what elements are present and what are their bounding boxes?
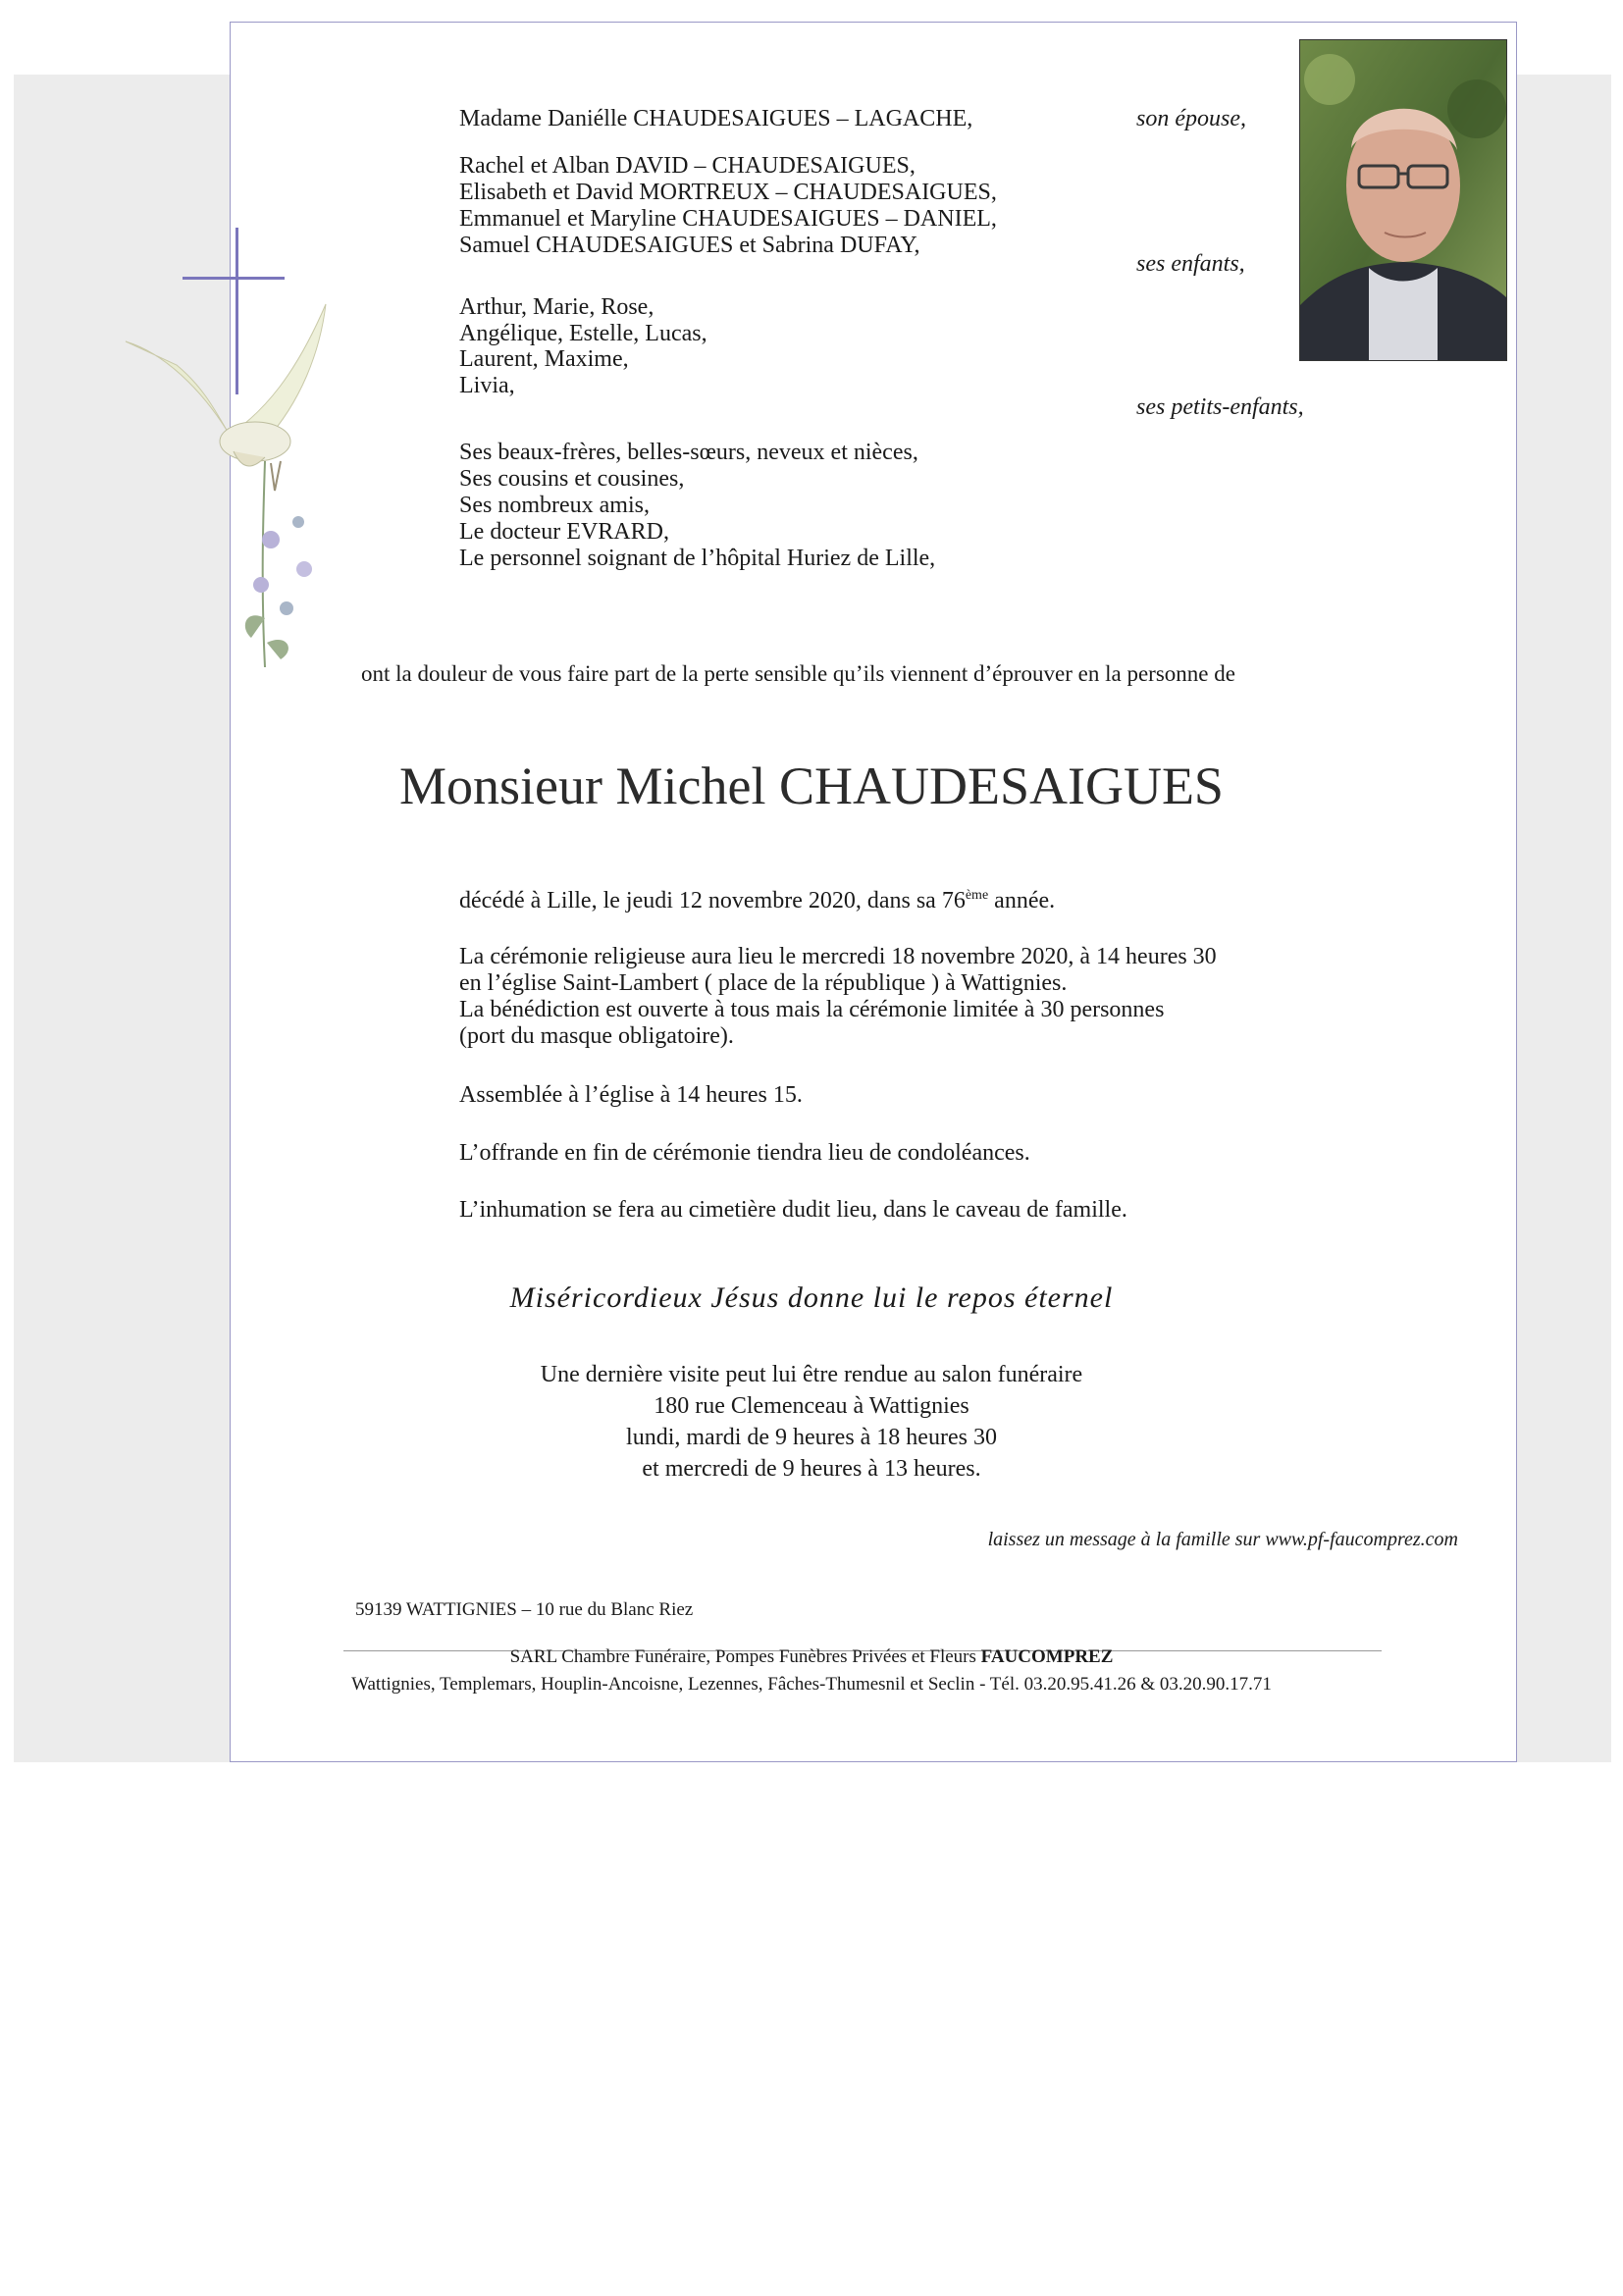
footer-locations: Wattignies, Templemars, Houplin-Ancoisne, Lezennes, Fâches-Thumesnil et Seclin - Tél. 03.20.95.41.26 & 03.20.90.17.71 [351, 1674, 1272, 1695]
relation-grandchildren: ses petits-enfants, [1136, 394, 1304, 420]
grandchild-names: Angélique, Estelle, Lucas, [459, 321, 707, 346]
cross-bar [183, 277, 285, 280]
relation-children: ses enfants, [1136, 251, 1245, 277]
other-relatives: Le personnel soignant de l’hôpital Huriez de Lille, [459, 546, 936, 571]
child-name: Elisabeth et David MORTREUX – CHAUDESAIGUES, [459, 180, 997, 205]
assembly-info: Assemblée à l’église à 14 heures 15. [459, 1082, 803, 1108]
announcement-text: ont la douleur de vous faire part de la perte sensible qu’ils viennent d’éprouver en la personne de [361, 661, 1235, 686]
child-name: Samuel CHAUDESAIGUES et Sabrina DUFAY, [459, 233, 920, 258]
other-relatives: Le docteur EVRARD, [459, 519, 669, 545]
footer-address: 59139 WATTIGNIES – 10 rue du Blanc Riez [355, 1599, 694, 1620]
ceremony-line: La bénédiction est ouverte à tous mais la cérémonie limitée à 30 personnes [459, 997, 1165, 1022]
dove-icon [118, 294, 343, 677]
other-relatives: Ses beaux-frères, belles-sœurs, neveux et nièces, [459, 440, 918, 465]
flower-icon [245, 461, 312, 667]
visit-line: et mercredi de 9 heures à 13 heures. [642, 1456, 981, 1482]
child-name: Emmanuel et Maryline CHAUDESAIGUES – DANIEL, [459, 206, 997, 232]
message-link[interactable]: laissez un message à la famille sur www.pf-faucomprez.com [987, 1529, 1458, 1550]
visit-line: lundi, mardi de 9 heures à 18 heures 30 [626, 1425, 997, 1450]
ceremony-line: (port du masque obligatoire). [459, 1023, 734, 1049]
offering-info: L’offrande en fin de cérémonie tiendra lieu de condoléances. [459, 1140, 1030, 1166]
grandchild-names: Laurent, Maxime, [459, 346, 629, 372]
visit-line: 180 rue Clemenceau à Wattignies [654, 1393, 969, 1419]
other-relatives: Ses cousins et cousines, [459, 466, 685, 492]
spouse-name: Madame Daniélle CHAUDESAIGUES – LAGACHE, [459, 106, 973, 131]
relation-spouse: son épouse, [1136, 106, 1246, 131]
prayer-text: Miséricordieux Jésus donne lui le repos éternel [509, 1281, 1114, 1314]
visit-line: Une dernière visite peut lui être rendue au salon funéraire [540, 1362, 1083, 1387]
other-relatives: Ses nombreux amis, [459, 493, 650, 518]
footer-company: SARL Chambre Funéraire, Pompes Funèbres Privées et Fleurs FAUCOMPREZ [509, 1646, 1114, 1667]
child-name: Rachel et Alban DAVID – CHAUDESAIGUES, [459, 153, 916, 179]
grandchild-names: Arthur, Marie, Rose, [459, 294, 654, 320]
death-info: décédé à Lille, le jeudi 12 novembre 2020, dans sa 76ème année. [459, 888, 1056, 913]
ceremony-line: en l’église Saint-Lambert ( place de la république ) à Wattignies. [459, 970, 1068, 996]
burial-info: L’inhumation se fera au cimetière dudit lieu, dans le caveau de famille. [459, 1197, 1127, 1223]
grandchild-names: Livia, [459, 373, 515, 398]
deceased-name: Monsieur Michel CHAUDESAIGUES [399, 757, 1224, 815]
deceased-photo [1299, 39, 1507, 361]
ceremony-line: La cérémonie religieuse aura lieu le mercredi 18 novembre 2020, à 14 heures 30 [459, 944, 1217, 969]
